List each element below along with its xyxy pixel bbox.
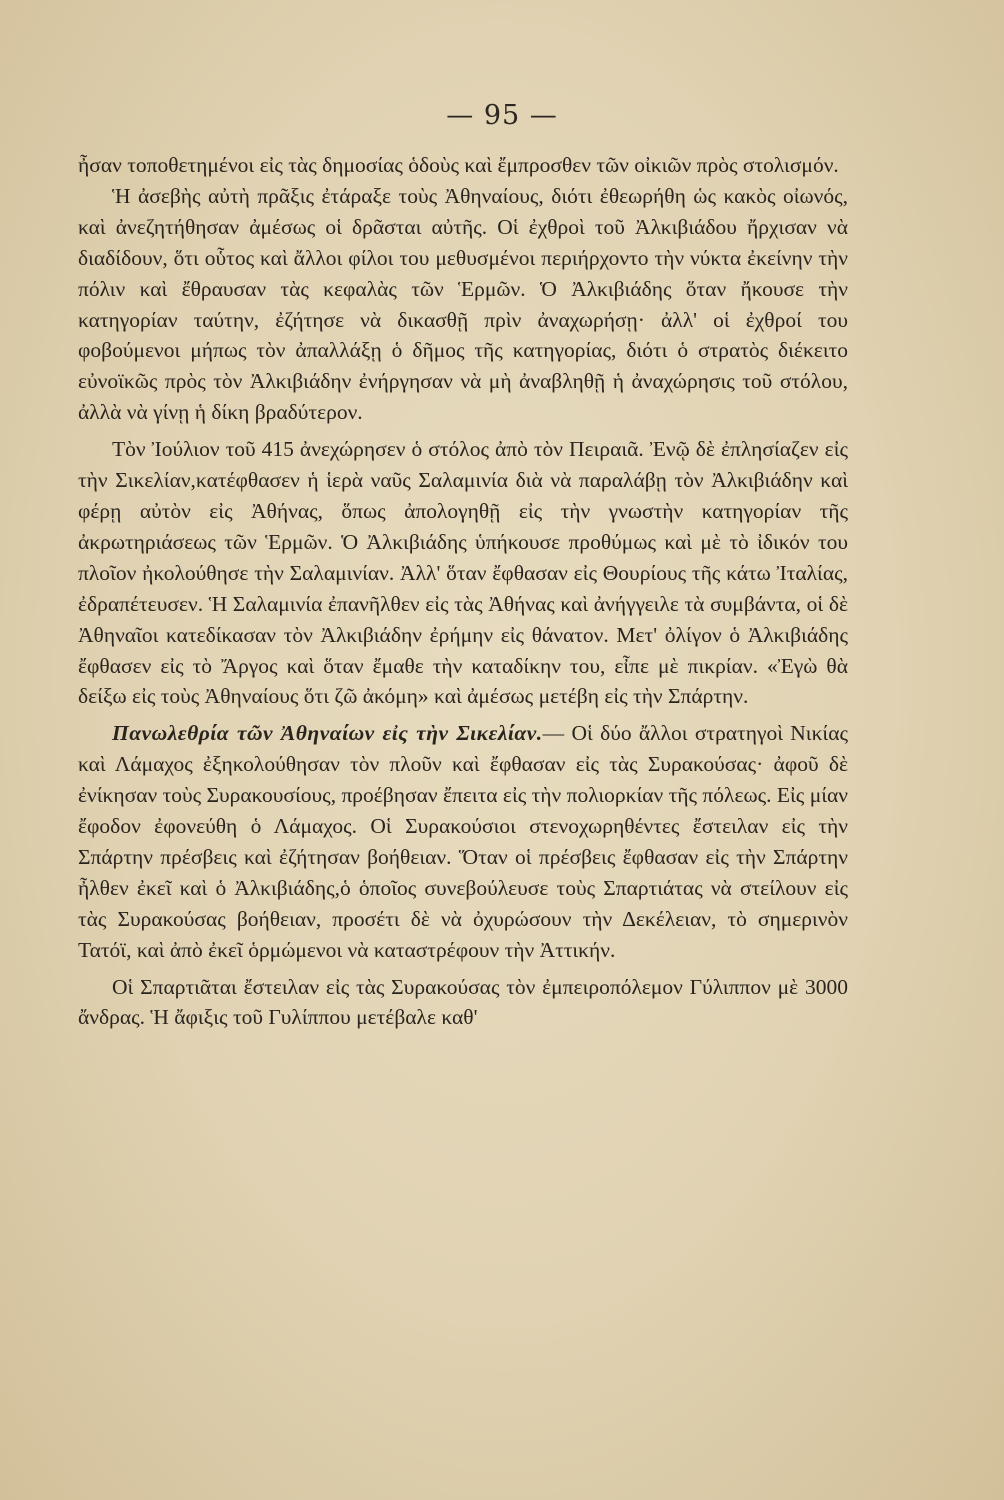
section-sicily — [78, 718, 848, 965]
paragraph-continuation: ἦσαν τοποθετημένοι εἰς τὰς δημοσίας ὁδοὺς καὶ ἔμπροσθεν τῶν οἰκιῶν πρὸς στολισμόν. — [78, 153, 839, 177]
paragraph-hermes-scandal: Ἡ ἀσεβὴς αὐτὴ πρᾶξις ἐτάραξε τοὺς Ἀθηναίους, διότι ἐθεωρήθη ὡς κακὸς οἰωνός, καὶ ἀνεζητήθησαν ἀμέσως οἱ δρᾶσται αὐτῆς. Οἱ ἐχθροὶ τοῦ Ἀλκιβιάδου ἤρχισαν νὰ διαδίδουν, ὅτι οὗτος καὶ ἄλλοι φίλοι του μεθυσμένοι περιήρχοντο τὴν νύκτα ἐκείνην τὴν πόλιν καὶ ἔθραυσαν τὰς κεφαλὰς τῶν Ἑρμῶν. Ὁ Ἀλκιβιάδης ὅταν ἤκουσε τὴν κατηγορίαν ταύτην, ἐζήτησε νὰ δικασθῇ πρὶν ἀναχωρήσῃ· ἀλλ' οἱ ἐχθροί του φοβούμενοι μήπως τὸν ἀπαλλάξῃ ὁ δῆμος τῆς κατηγορίας, διότι ὁ στρατὸς διέκειτο εὐνοϊκῶς πρὸς τὸν Ἀλκιβιάδην ἐνήργησαν νὰ μὴ ἀναβληθῇ ἡ ἀναχώρησις τοῦ στόλου, ἀλλὰ νὰ γίνῃ ἡ δίκη βραδύτερον. — [78, 183, 848, 425]
page-text — [78, 150, 848, 1033]
section-lead-text: — Οἱ δύο ἄλλοι στρατηγοὶ Νικίας καὶ Λάμαχος ἐξηκολούθησαν τὸν πλοῦν καὶ ἔφθασαν εἰς τὰς Συρακούσας· ἀφοῦ δὲ ἐνίκησαν τοὺς Συρακουσίους, προέβησαν ἔπειτα εἰς τὴν πολιορκίαν τῆς πόλεως. Εἰς μίαν ἔφοδον ἐφονεύθη ὁ Λάμαχος. Οἱ Συρακούσιοι στενοχωρηθέντες ἔστειλαν εἰς τὴν Σπάρτην πρέσβεις καὶ ἐζήτησαν βοήθειαν. Ὅταν οἱ πρέσβεις ἔφθασαν εἰς τὴν Σπάρτην ἦλθεν ἐκεῖ καὶ ὁ Ἀλκιβιάδης,ὁ ὁποῖος συνεβούλευσε τοὺς Σπαρτιάτας νὰ στείλουν εἰς τὰς Συρακούσας βοήθειαν, προσέτι δὲ νὰ ὀχυρώσουν τὴν Δεκέλειαν, τὸ σημερινὸν Τατόϊ, καὶ ἀπὸ ἐκεῖ ὁρμώμενοι νὰ καταστρέφουν τὴν Ἀττικήν. — [78, 721, 848, 962]
page-number: — 95 — — [446, 100, 558, 131]
section-heading: Πανωλεθρία τῶν Ἀθηναίων εἰς τὴν Σικελίαν. — [112, 721, 543, 746]
paragraph-gylippus: Οἱ Σπαρτιᾶται ἔστειλαν εἰς τὰς Συρακούσας τὸν ἐμπειροπόλεμον Γύλιππον μὲ 3000 ἄνδρας. Ἡ ἄφιξις τοῦ Γυλίππου μετέβαλε καθ' — [78, 974, 848, 1030]
paragraph-fleet-departure: Τὸν Ἰούλιον τοῦ 415 ἀνεχώρησεν ὁ στόλος ἀπὸ τὸν Πειραιᾶ. Ἐνῷ δὲ ἐπλησίαζεν εἰς τὴν Σικελίαν,κατέφθασεν ἡ ἱερὰ ναῦς Σαλαμινία διὰ νὰ παραλάβῃ τὸν Ἀλκιβιάδην καὶ φέρῃ αὐτὸν εἰς Ἀθήνας, ὅπως ἀπολογηθῇ εἰς τὴν γνωστὴν κατηγορίαν τῆς ἀκρωτηριάσεως τῶν Ἑρμῶν. Ὁ Ἀλκιβιάδης ὑπήκουσε προθύμως καὶ μὲ τὸ ἰδικόν του πλοῖον ἠκολούθησε τὴν Σαλαμινίαν. Ἀλλ' ὅταν ἔφθασαν εἰς Θουρίους τῆς κάτω Ἰταλίας, ἐδραπέτευσεν. Ἡ Σαλαμινία ἐπανῆλθεν εἰς τὰς Ἀθήνας καὶ ἀνήγγειλε τὰ συμβάντα, οἱ δὲ Ἀθηναῖοι κατεδίκασαν τὸν Ἀλκιβιάδην ἐρήμην εἰς θάνατον. Μετ' ὀλίγον ὁ Ἀλκιβιάδης ἔφθασεν εἰς τὸ Ἄργος καὶ ὅταν ἔμαθε τὴν καταδίκην του, εἶπε μὲ πικρίαν. «Ἐγὼ θὰ δείξω εἰς τοὺς Ἀθηναίους ὅτι ζῶ ἀκόμη» καὶ ἀμέσως μετέβη εἰς τὴν Σπάρτην. — [78, 437, 848, 709]
